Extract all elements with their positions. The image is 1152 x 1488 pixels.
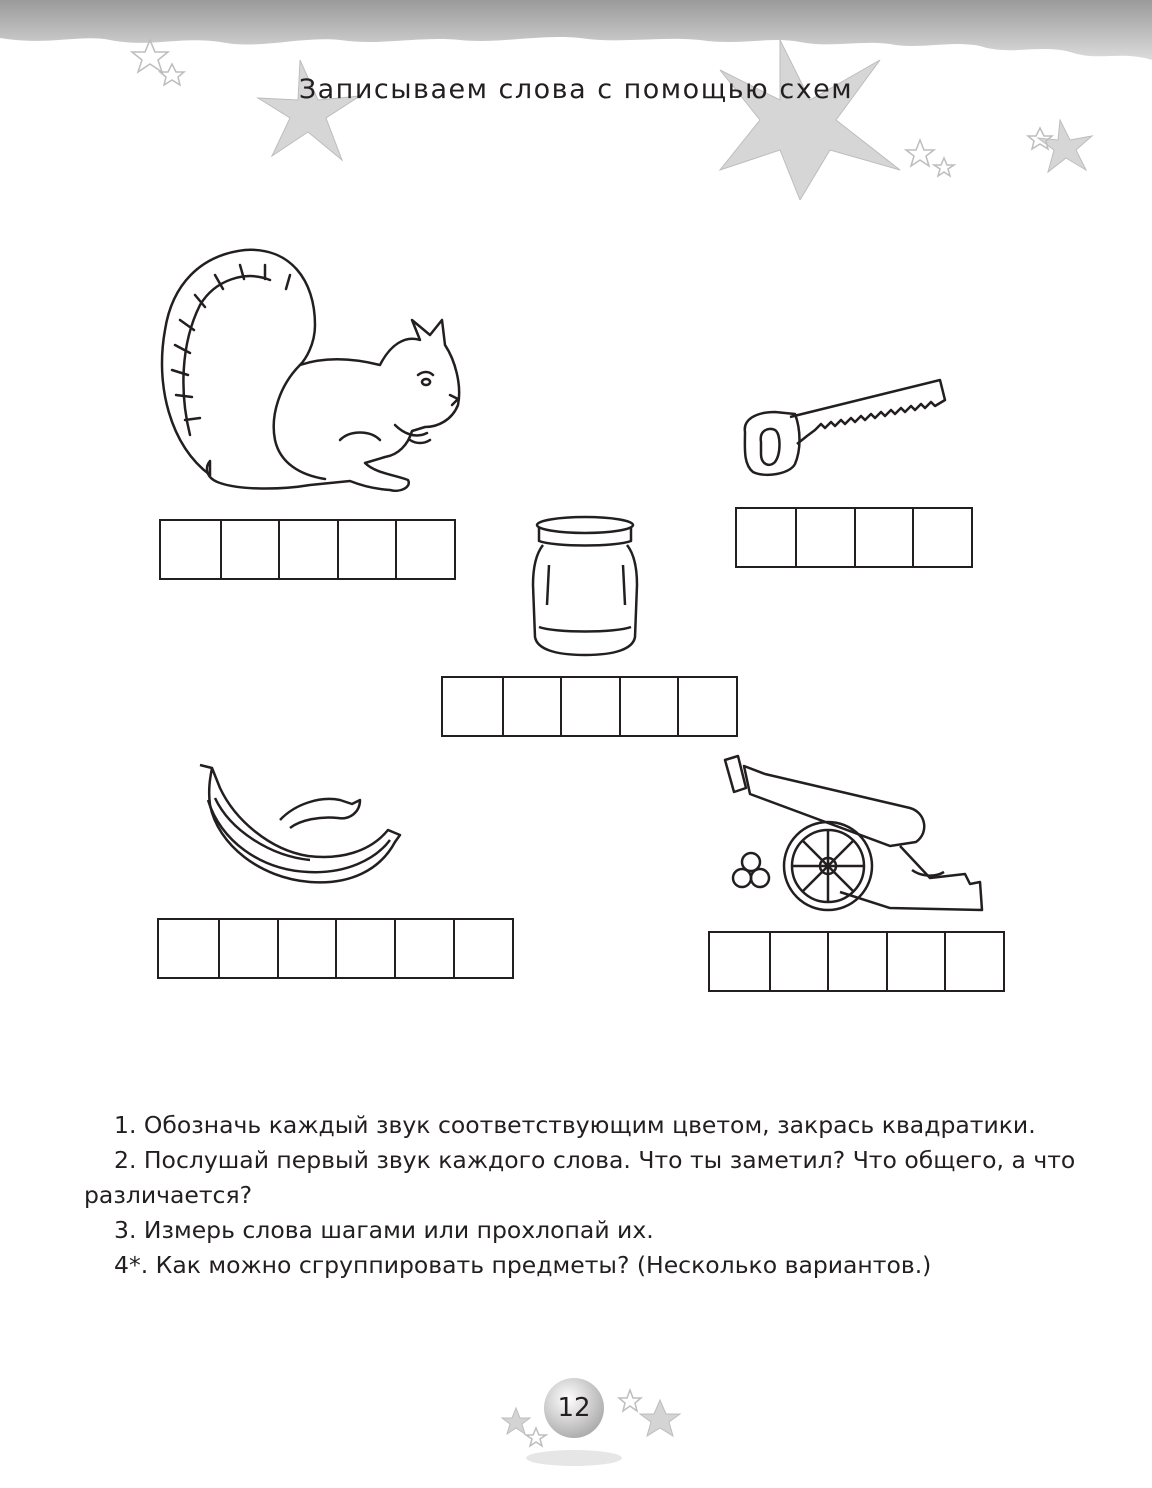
task-item: 1. Обозначь каждый звук соответствующим цветом, закрась квадратики. xyxy=(114,1111,1036,1139)
task-item: 2. Послушай первый звук каждого слова. Что ты заметил? Что общего, а что различается? xyxy=(84,1146,1076,1209)
sound-cell[interactable] xyxy=(218,920,277,977)
saw-word-scheme xyxy=(735,507,973,568)
jar-icon xyxy=(525,515,645,660)
sound-cell[interactable] xyxy=(159,920,218,977)
saw-icon xyxy=(735,372,950,482)
sound-cell[interactable] xyxy=(278,521,337,578)
task-item: 3. Измерь слова шагами или прохлопай их. xyxy=(114,1216,654,1244)
sound-cell[interactable] xyxy=(277,920,336,977)
task-item: 4*. Как можно сгруппировать предметы? (Несколько вариантов.) xyxy=(114,1251,932,1279)
squirrel-icon xyxy=(150,235,470,500)
sound-cell[interactable] xyxy=(827,933,886,990)
sound-cell[interactable] xyxy=(854,509,913,566)
page-number: 12 xyxy=(557,1393,591,1423)
cannon-word-scheme xyxy=(708,931,1005,992)
squirrel-word-scheme xyxy=(159,519,456,580)
sound-cell[interactable] xyxy=(769,933,828,990)
banana-word-scheme xyxy=(157,918,514,979)
banana-icon xyxy=(190,760,405,900)
sound-cell[interactable] xyxy=(395,521,454,578)
sound-cell[interactable] xyxy=(453,920,512,977)
sound-cell[interactable] xyxy=(220,521,279,578)
sound-cell[interactable] xyxy=(912,509,971,566)
sound-cell[interactable] xyxy=(886,933,945,990)
jar-word-scheme xyxy=(441,676,738,737)
sound-cell[interactable] xyxy=(710,933,769,990)
sound-cell[interactable] xyxy=(737,509,795,566)
sound-cell[interactable] xyxy=(502,678,561,735)
sound-cell[interactable] xyxy=(795,509,854,566)
sound-cell[interactable] xyxy=(161,521,220,578)
cannon-icon xyxy=(720,752,985,917)
sound-cell[interactable] xyxy=(677,678,736,735)
sound-cell[interactable] xyxy=(944,933,1003,990)
page-title: Записываем слова с помощью схем xyxy=(298,74,854,105)
sound-cell[interactable] xyxy=(335,920,394,977)
sound-cell[interactable] xyxy=(337,521,396,578)
sound-cell[interactable] xyxy=(619,678,678,735)
sound-cell[interactable] xyxy=(560,678,619,735)
sound-cell[interactable] xyxy=(443,678,502,735)
sound-cell[interactable] xyxy=(394,920,453,977)
task-list xyxy=(84,1108,1084,1283)
